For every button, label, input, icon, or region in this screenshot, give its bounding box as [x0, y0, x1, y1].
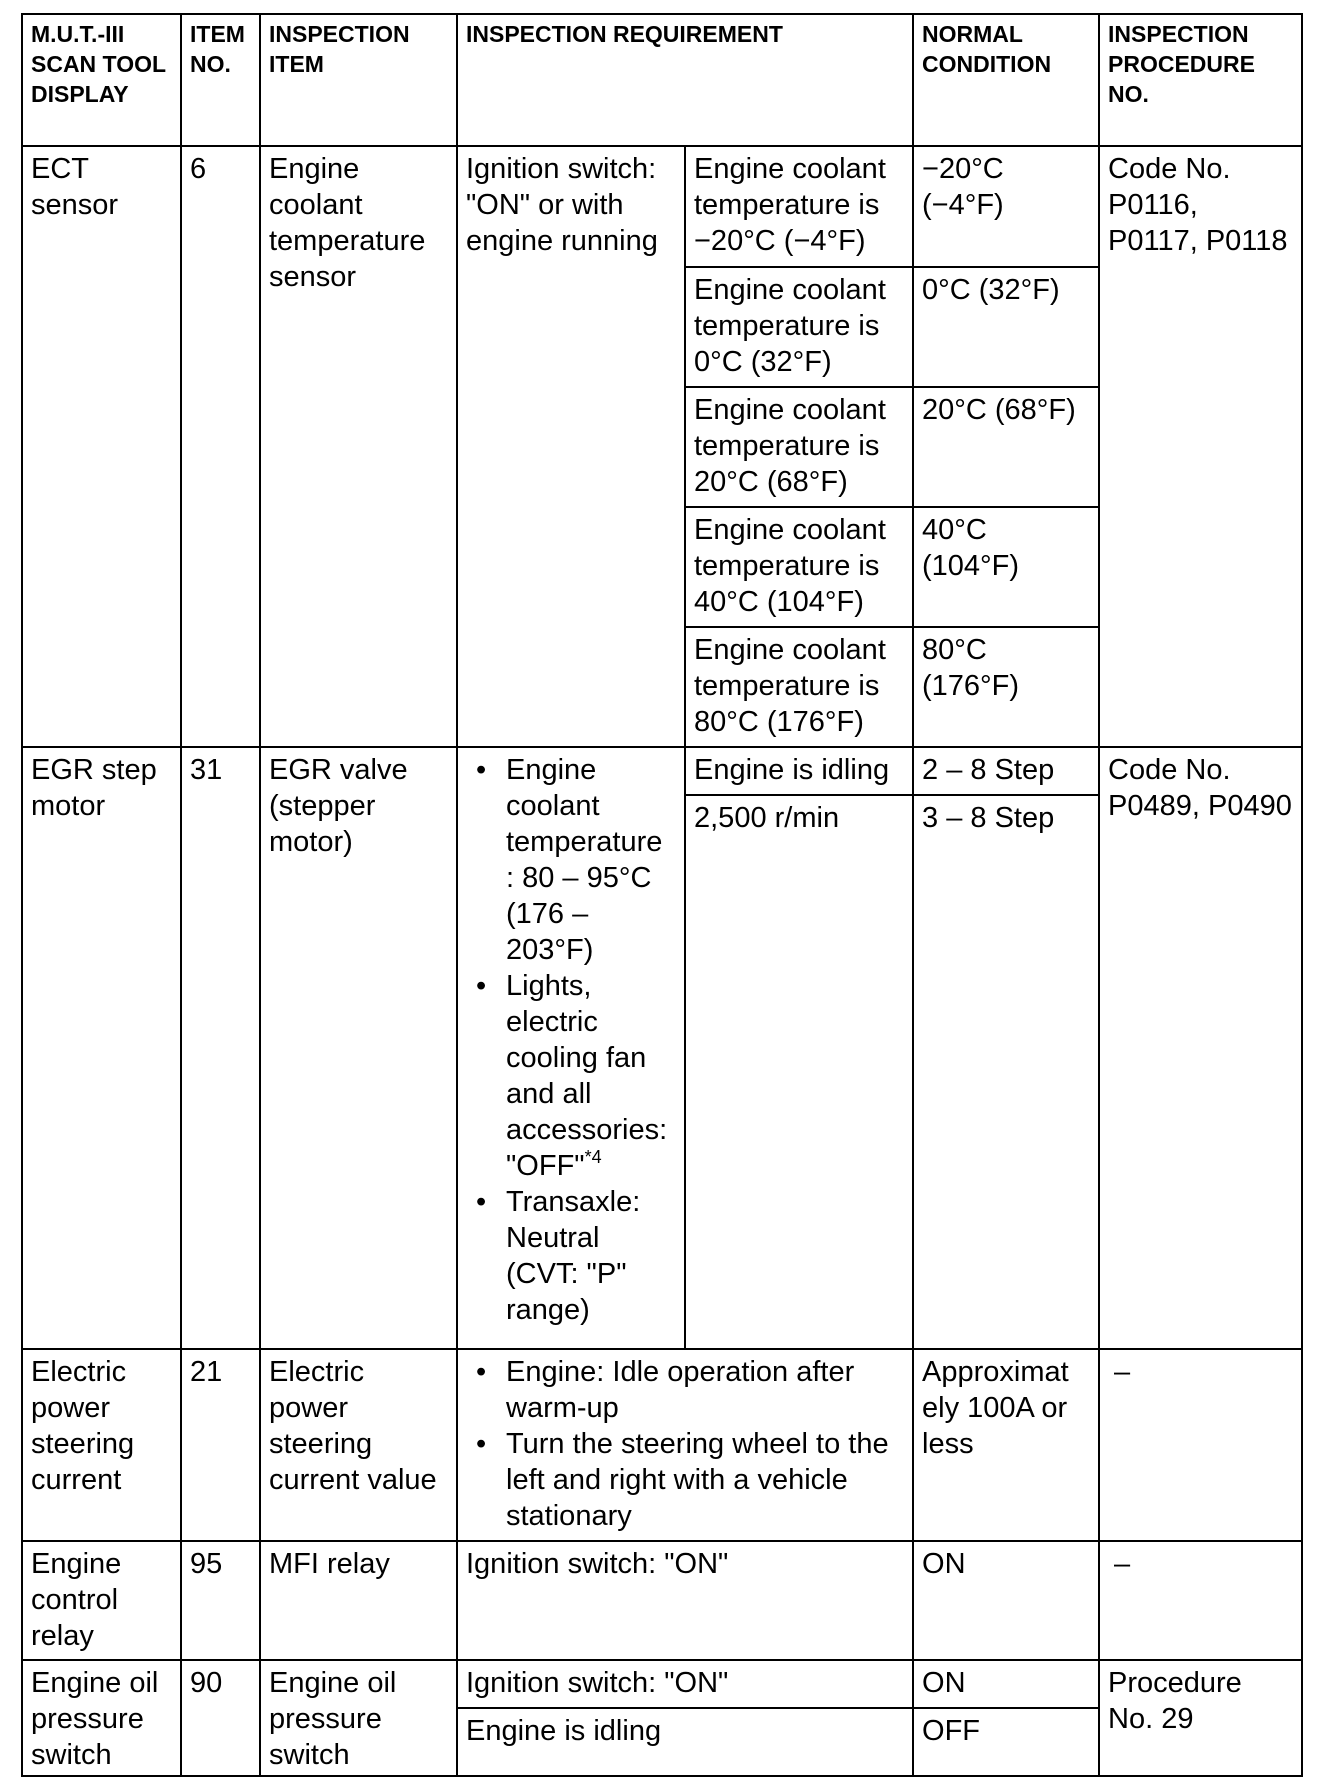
eps-normal: Approximat ely 100A or less — [913, 1349, 1099, 1541]
egr-item-no: 31 — [181, 747, 260, 1349]
header-row — [22, 14, 1302, 146]
eps-procedure — [1099, 1349, 1302, 1541]
header-requirement: INSPECTION REQUIREMENT — [457, 14, 913, 146]
egr-procedure: Code No. P0489, P0490 — [1099, 747, 1302, 1349]
header-display: M.U.T.-III SCAN TOOL DISPLAY — [22, 14, 181, 146]
egr-inspection-item: EGR valve (stepper motor) — [260, 747, 457, 1349]
table-row — [22, 1541, 1302, 1660]
relay-procedure-dash: – — [1114, 1548, 1131, 1580]
inspection-table — [21, 13, 1303, 1777]
eps-display: Electric power steering current — [22, 1349, 181, 1541]
egr-bullet-text: Lights, electric cooling fan and all accessories: "OFF" — [506, 970, 668, 1182]
list-item — [506, 1426, 905, 1534]
oil-inspection-item: Engine oil pressure switch — [260, 1660, 457, 1776]
oil-requirement: Engine is idling — [457, 1708, 913, 1776]
table-row — [22, 146, 1302, 267]
egr-normal: 3 – 8 Step — [913, 795, 1099, 1349]
relay-inspection-item: MFI relay — [260, 1541, 457, 1660]
ect-normal: 40°C (104°F) — [913, 507, 1099, 627]
header-item-no: ITEM NO. — [181, 14, 260, 146]
egr-normal: 2 – 8 Step — [913, 747, 1099, 795]
eps-inspection-item: Electric power steering current value — [260, 1349, 457, 1541]
ect-item-no: 6 — [181, 146, 260, 747]
oil-procedure: Procedure No. 29 — [1099, 1660, 1302, 1776]
relay-normal: ON — [913, 1541, 1099, 1660]
oil-normal: ON — [913, 1660, 1099, 1708]
relay-procedure — [1099, 1541, 1302, 1660]
table-row — [22, 1660, 1302, 1708]
eps-procedure-dash: – — [1114, 1356, 1131, 1388]
ect-normal: 80°C (176°F) — [913, 627, 1099, 747]
ect-condition: Engine coolant temperature is 80°C (176°F) — [685, 627, 913, 747]
header-procedure-no: INSPECTION PROCEDURE NO. — [1099, 14, 1302, 146]
list-item — [506, 1354, 905, 1426]
table-row — [22, 1349, 1302, 1541]
egr-requirement-list — [466, 752, 677, 1328]
ect-condition: Engine coolant temperature is 20°C (68°F) — [685, 387, 913, 507]
table-row — [22, 747, 1302, 795]
ect-normal: 0°C (32°F) — [913, 267, 1099, 387]
ect-normal: 20°C (68°F) — [913, 387, 1099, 507]
egr-bullet-text: Engine coolant temperature : 80 – 95°C (176 – 203°F) — [506, 754, 663, 966]
header-normal-condition: NORMAL CONDITION — [913, 14, 1099, 146]
egr-condition: Engine is idling — [685, 747, 913, 795]
egr-requirement — [457, 747, 685, 1349]
oil-display: Engine oil pressure switch — [22, 1660, 181, 1776]
eps-item-no: 21 — [181, 1349, 260, 1541]
eps-requirement — [457, 1349, 913, 1541]
relay-item-no: 95 — [181, 1541, 260, 1660]
oil-normal: OFF — [913, 1708, 1099, 1776]
egr-condition: 2,500 r/min — [685, 795, 913, 1349]
oil-requirement: Ignition switch: "ON" — [457, 1660, 913, 1708]
ect-condition: Engine coolant temperature is 40°C (104°F) — [685, 507, 913, 627]
header-inspection-item: INSPECTION ITEM — [260, 14, 457, 146]
list-item — [506, 752, 677, 968]
eps-requirement-list — [466, 1354, 905, 1534]
list-item — [506, 968, 677, 1184]
eps-bullet-text: Turn the steering wheel to the left and right with a vehicle stationary — [506, 1428, 889, 1532]
relay-display: Engine control relay — [22, 1541, 181, 1660]
egr-display: EGR step motor — [22, 747, 181, 1349]
ect-normal: −20°C (−4°F) — [913, 146, 1099, 267]
ect-requirement: Ignition switch: "ON" or with engine running — [457, 146, 685, 747]
ect-procedure: Code No. P0116, P0117, P0118 — [1099, 146, 1302, 747]
ect-display: ECT sensor — [22, 146, 181, 747]
relay-requirement: Ignition switch: "ON" — [457, 1541, 913, 1660]
footnote-mark: *4 — [584, 1147, 602, 1167]
ect-inspection-item: Engine coolant temperature sensor — [260, 146, 457, 747]
eps-bullet-text: Engine: Idle operation after warm-up — [506, 1356, 855, 1424]
oil-item-no: 90 — [181, 1660, 260, 1776]
list-item — [506, 1184, 677, 1328]
egr-bullet-text: Transaxle: Neutral (CVT: "P" range) — [506, 1186, 641, 1326]
ect-condition: Engine coolant temperature is 0°C (32°F) — [685, 267, 913, 387]
ect-condition: Engine coolant temperature is −20°C (−4°F) — [685, 146, 913, 267]
